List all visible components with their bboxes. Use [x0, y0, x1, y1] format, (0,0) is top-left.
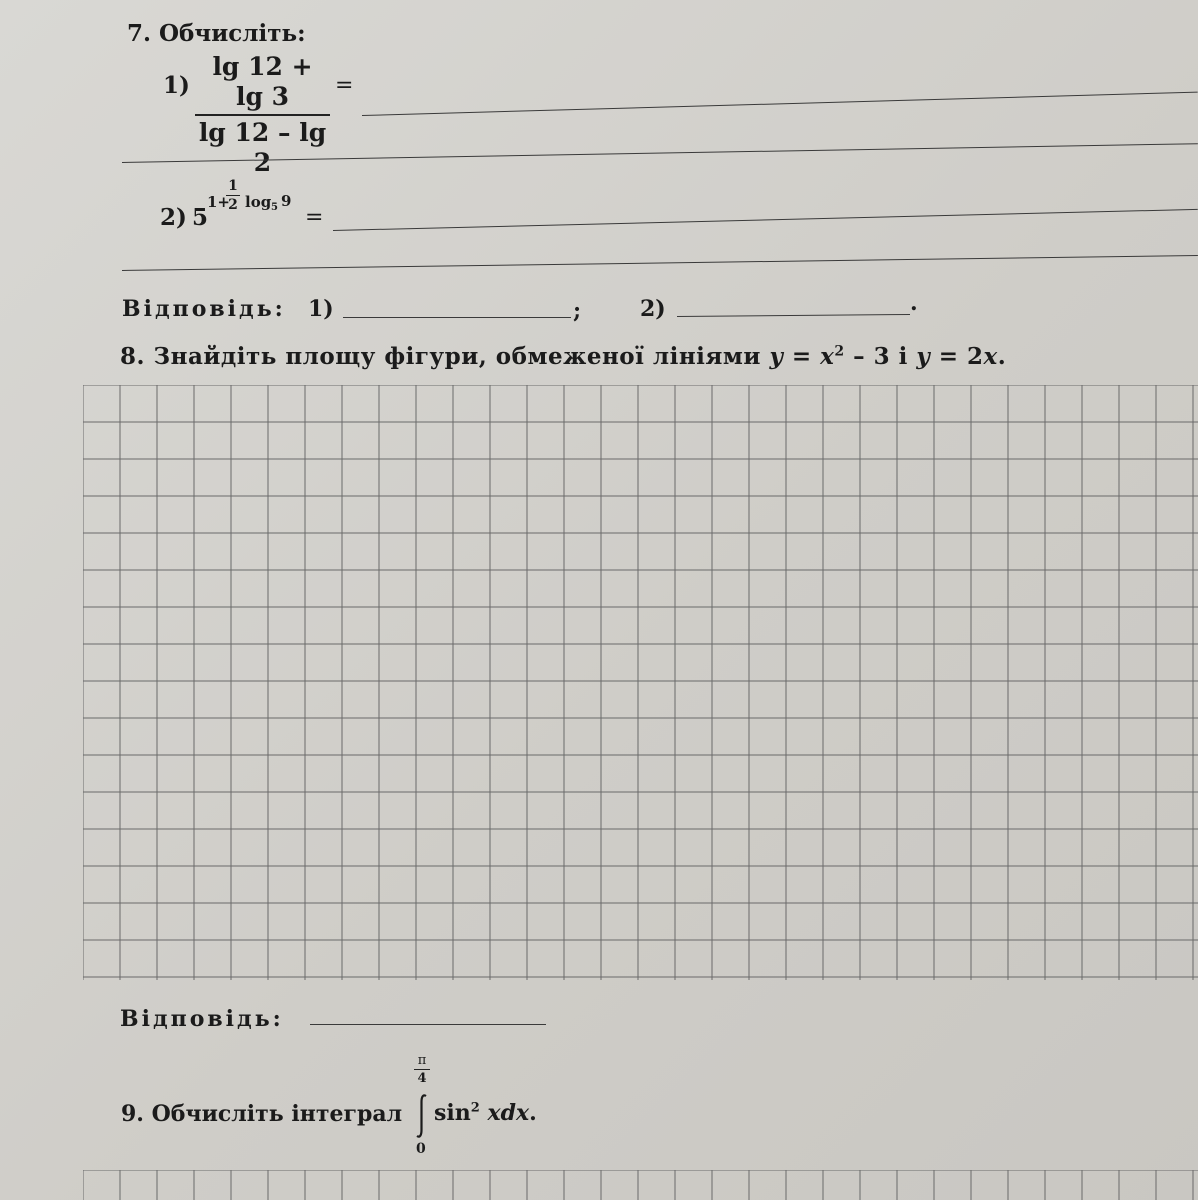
equation2-rest: = 2	[930, 343, 984, 370]
task8-title-text: 8. Знайдіть площу фігури, обмеженої лініями	[120, 343, 761, 370]
task9-title: 9. Обчисліть інтеграл	[121, 1101, 403, 1127]
answer-line	[333, 209, 1198, 231]
exponent-fraction-bar	[226, 195, 240, 196]
grid-svg	[83, 385, 1198, 980]
exponent-log-base: 5	[271, 202, 278, 213]
equation1-power: 2	[834, 343, 845, 360]
integrand-function: sin	[434, 1100, 471, 1126]
task8-answer-label: Відповідь:	[120, 1006, 284, 1032]
exponent-log-argument: 9	[281, 192, 292, 210]
answer-line	[362, 92, 1198, 116]
task9-integrand	[434, 1100, 537, 1126]
task7-answer-separator: ;	[573, 298, 582, 324]
fraction-bar	[195, 114, 330, 116]
task7-item2-equals: =	[305, 205, 324, 230]
answer-blank-1[interactable]	[343, 317, 571, 318]
answer-line	[122, 255, 1198, 271]
grid-svg-bottom	[83, 1170, 1198, 1200]
power-base: 5	[192, 204, 209, 231]
exponent-prefix: 1+	[207, 193, 231, 211]
graph-grid[interactable]	[83, 385, 1198, 980]
graph-grid-bottom[interactable]	[83, 1170, 1198, 1200]
integral-lower-limit: 0	[416, 1141, 426, 1157]
task9-end: .	[529, 1100, 537, 1126]
task8-answer-blank[interactable]	[310, 1024, 546, 1025]
task7-item1-label: 1)	[163, 72, 190, 99]
equation1-y: y	[769, 343, 784, 370]
integral-upper-limit	[414, 1053, 430, 1086]
task7-answer-end: .	[910, 290, 918, 316]
equation2-y: y	[916, 343, 931, 370]
integral-sign-icon	[414, 1093, 430, 1139]
equation2-end: .	[997, 343, 1007, 370]
upper-limit-denominator: 4	[417, 1071, 427, 1086]
upper-limit-bar	[414, 1069, 430, 1070]
task7-answer-part2: 2)	[640, 296, 666, 322]
exponent-log: log	[245, 193, 272, 211]
task7-answer-part1: 1)	[308, 296, 334, 322]
fraction-numerator: lg 12 + lg 3	[212, 52, 313, 111]
exponent-fraction-numerator: 1	[228, 178, 238, 194]
upper-limit-numerator: π	[417, 1053, 427, 1068]
exponent-fraction	[226, 178, 240, 213]
fraction-denominator: lg 12 – lg 2	[198, 118, 327, 177]
equation1-equals: =	[783, 343, 821, 370]
task7-answer-label: Відповідь:	[122, 296, 286, 322]
integrand-power: 2	[470, 1100, 480, 1116]
equation1-tail: – 3 і	[844, 343, 917, 370]
integrand-variable: xdx	[487, 1100, 530, 1126]
task7-title: 7. Обчисліть:	[127, 20, 306, 47]
exponent-fraction-denominator: 2	[228, 197, 238, 213]
task7-item2-label: 2)	[160, 204, 187, 231]
equation1-x: x	[820, 343, 835, 370]
task7-item1-equals: =	[335, 73, 354, 98]
task8-title	[120, 343, 1006, 370]
equation2-x: x	[983, 343, 998, 370]
answer-blank-2[interactable]	[677, 314, 910, 317]
